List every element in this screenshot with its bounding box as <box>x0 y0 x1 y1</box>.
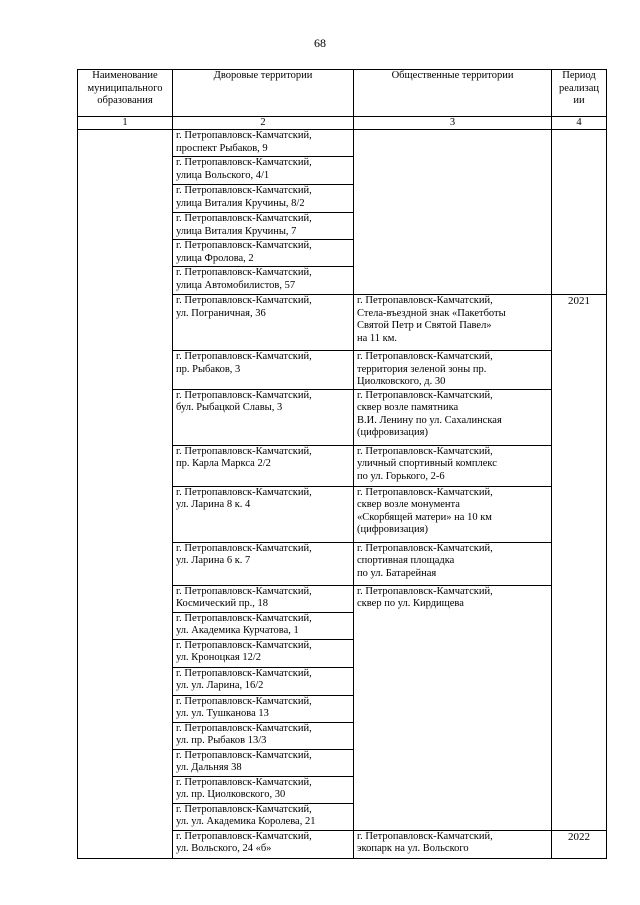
yard-territory-line: бул. Рыбацкой Славы, 3 <box>176 402 283 413</box>
yard-territory-line: г. Петропавловск-Камчатский, <box>176 389 312 401</box>
yard-territory-cell <box>173 157 354 185</box>
public-territory-line: г. Петропавловск-Камчатский, <box>357 389 493 401</box>
public-territory-cell <box>354 542 552 585</box>
yard-territory-line: улица Виталия Кручины, 8/2 <box>176 197 305 209</box>
header-period-line: реализац <box>558 82 600 94</box>
page-number: 68 <box>314 36 326 50</box>
period-cell: 2022 <box>552 830 607 858</box>
yard-territory-line: ул. ул. Тушканова 13 <box>176 708 269 719</box>
yard-territory-line: улица Вольского, 4/1 <box>176 169 270 181</box>
table-row <box>78 130 607 157</box>
yard-territory-line: пр. Рыбаков, 3 <box>176 363 241 375</box>
yard-territory-line: г. Петропавловск-Камчатский, <box>176 130 312 141</box>
yard-territory-cell <box>173 830 354 858</box>
header-yards: Дворовые территории <box>173 70 354 117</box>
yard-territory-line: г. Петропавловск-Камчатский, <box>176 803 312 815</box>
public-territory-line: г. Петропавловск-Камчатский, <box>357 585 493 597</box>
yard-territory-cell <box>173 486 354 542</box>
column-number-row <box>78 117 607 130</box>
public-territory-line: спортивная площадка <box>357 555 455 566</box>
public-territory-line: г. Петропавловск-Камчатский, <box>357 445 493 457</box>
yard-territory-cell <box>173 185 354 213</box>
public-territory-line: по ул. Горького, 2-6 <box>357 470 445 482</box>
public-territory-cell <box>354 295 552 351</box>
yard-territory-line: г. Петропавловск-Камчатский, <box>176 639 312 651</box>
yard-territory-cell <box>173 351 354 390</box>
yard-territory-line: ул. ул. Академика Королева, 21 <box>176 816 316 827</box>
yard-territory-line: улица Виталия Кручины, 7 <box>176 225 297 237</box>
public-territory-cell <box>354 486 552 542</box>
yard-territory-line: г. Петропавловск-Камчатский, <box>176 486 312 498</box>
yard-territory-line: Космический пр., 18 <box>176 598 268 609</box>
yard-territory-line: ул. пр. Рыбаков 13/3 <box>176 735 267 746</box>
period-cell: 2021 <box>552 295 607 831</box>
yard-territory-line: пр. Карла Маркса 2/2 <box>176 458 271 469</box>
yard-territory-cell <box>173 213 354 240</box>
yard-territory-line: г. Петропавловск-Камчатский, <box>176 749 312 761</box>
yard-territory-line: ул. Ларина 6 к. 7 <box>176 555 251 566</box>
yard-territory-cell <box>173 695 354 722</box>
public-territory-line: г. Петропавловск-Камчатский, <box>357 542 493 554</box>
yard-territory-line: г. Петропавловск-Камчатский, <box>176 722 312 734</box>
yard-territory-line: г. Петропавловск-Камчатский, <box>176 185 312 196</box>
yard-territory-line: г. Петропавловск-Камчатский, <box>176 445 312 457</box>
yard-territory-line: г. Петропавловск-Камчатский, <box>176 267 312 278</box>
column-number: 3 <box>354 117 552 130</box>
yard-territory-line: ул. Ларина 8 к. 4 <box>176 499 251 510</box>
yard-territory-line: ул. Академика Курчатова, 1 <box>176 625 299 636</box>
public-territory-line: по ул. Батарейная <box>357 567 437 579</box>
yard-territory-line: г. Петропавловск-Камчатский, <box>176 157 312 168</box>
yard-territory-line: г. Петропавловск-Камчатский, <box>176 667 312 679</box>
municipality-cell <box>78 130 173 859</box>
public-territory-line: г. Петропавловск-Камчатский, <box>357 830 493 842</box>
public-territory-line: Циолковского, д. 30 <box>357 376 446 387</box>
yard-territory-cell <box>173 803 354 830</box>
yard-territory-line: улица Автомобилистов, 57 <box>176 279 296 291</box>
public-territory-line: Стела-въездной знак «Пакетботы <box>357 307 506 319</box>
yard-territory-cell <box>173 639 354 667</box>
yard-territory-cell <box>173 445 354 486</box>
public-territory-line: г. Петропавловск-Камчатский, <box>357 486 493 498</box>
public-territory-line: уличный спортивный комплекс <box>357 458 497 469</box>
yard-territory-line: ул. Дальняя 38 <box>176 762 242 773</box>
public-territory-cell <box>354 585 552 830</box>
header-municipality-line: муниципального <box>87 82 163 94</box>
yard-territory-line: ул. пр. Циолковского, 30 <box>176 789 286 800</box>
yard-territory-line: г. Петропавловск-Камчатский, <box>176 695 312 707</box>
yard-territory-line: улица Фролова, 2 <box>176 252 254 264</box>
public-territory-cell <box>354 389 552 445</box>
header-public: Общественные территории <box>354 70 552 117</box>
header-municipality-line: Наименование <box>92 70 158 81</box>
yard-territory-line: г. Петропавловск-Камчатский, <box>176 585 312 597</box>
yard-territory-cell <box>173 267 354 295</box>
yard-territory-cell <box>173 240 354 267</box>
public-territory-empty <box>354 130 552 295</box>
public-territory-line: (цифровизация) <box>357 524 428 535</box>
column-number: 1 <box>78 117 173 130</box>
header-municipality-line: образования <box>97 95 153 106</box>
column-number: 2 <box>173 117 354 130</box>
public-territory-cell <box>354 445 552 486</box>
yard-territory-cell <box>173 749 354 776</box>
public-territory-line: территория зеленой зоны пр. <box>357 363 487 375</box>
yard-territory-line: ул. ул. Ларина, 16/2 <box>176 680 264 691</box>
yard-territory-line: г. Петропавловск-Камчатский, <box>176 776 312 788</box>
public-territory-line: сквер по ул. Кирдищева <box>357 598 464 609</box>
yard-territory-cell <box>173 585 354 612</box>
yard-territory-cell <box>173 130 354 157</box>
yard-territory-cell <box>173 389 354 445</box>
public-territory-line: сквер возле памятника <box>357 402 459 413</box>
yard-territory-cell <box>173 722 354 749</box>
public-territory-line: сквер возле монумента <box>357 499 460 510</box>
public-territory-line: экопарк на ул. Вольского <box>357 843 469 854</box>
yard-territory-cell <box>173 667 354 695</box>
public-territory-cell <box>354 351 552 390</box>
header-period <box>552 70 607 117</box>
header-row <box>78 70 607 117</box>
yard-territory-line: проспект Рыбаков, 9 <box>176 142 268 154</box>
yard-territory-line: ул. Кроноцкая 12/2 <box>176 652 261 663</box>
public-territory-line: на 11 км. <box>357 332 398 344</box>
public-territory-line: (цифровизация) <box>357 427 428 438</box>
period-empty <box>552 130 607 295</box>
yard-territory-line: г. Петропавловск-Камчатский, <box>176 830 312 842</box>
yard-territory-line: г. Петропавловск-Камчатский, <box>176 542 312 554</box>
yard-territory-line: ул. Пограничная, 36 <box>176 307 266 319</box>
yard-territory-line: г. Петропавловск-Камчатский, <box>176 612 312 624</box>
header-period-line: Период <box>562 70 596 81</box>
territories-table <box>77 69 607 859</box>
public-territory-line: Святой Петр и Святой Павел» <box>357 320 492 331</box>
public-territory-cell <box>354 830 552 858</box>
yard-territory-line: г. Петропавловск-Камчатский, <box>176 240 312 251</box>
column-number: 4 <box>552 117 607 130</box>
yard-territory-line: г. Петропавловск-Камчатский, <box>176 295 312 306</box>
public-territory-line: г. Петропавловск-Камчатский, <box>357 295 493 306</box>
yard-territory-cell <box>173 295 354 351</box>
yard-territory-line: ул. Вольского, 24 «б» <box>176 843 272 854</box>
public-territory-line: «Скорбящей матери» на 10 км <box>357 511 492 523</box>
header-period-line: ии <box>573 95 585 106</box>
public-territory-line: г. Петропавловск-Камчатский, <box>357 351 493 362</box>
yard-territory-cell <box>173 542 354 585</box>
header-municipality <box>78 70 173 117</box>
yard-territory-cell <box>173 776 354 803</box>
yard-territory-line: г. Петропавловск-Камчатский, <box>176 351 312 362</box>
yard-territory-cell <box>173 612 354 639</box>
yard-territory-line: г. Петропавловск-Камчатский, <box>176 213 312 224</box>
public-territory-line: В.И. Ленину по ул. Сахалинская <box>357 414 502 426</box>
